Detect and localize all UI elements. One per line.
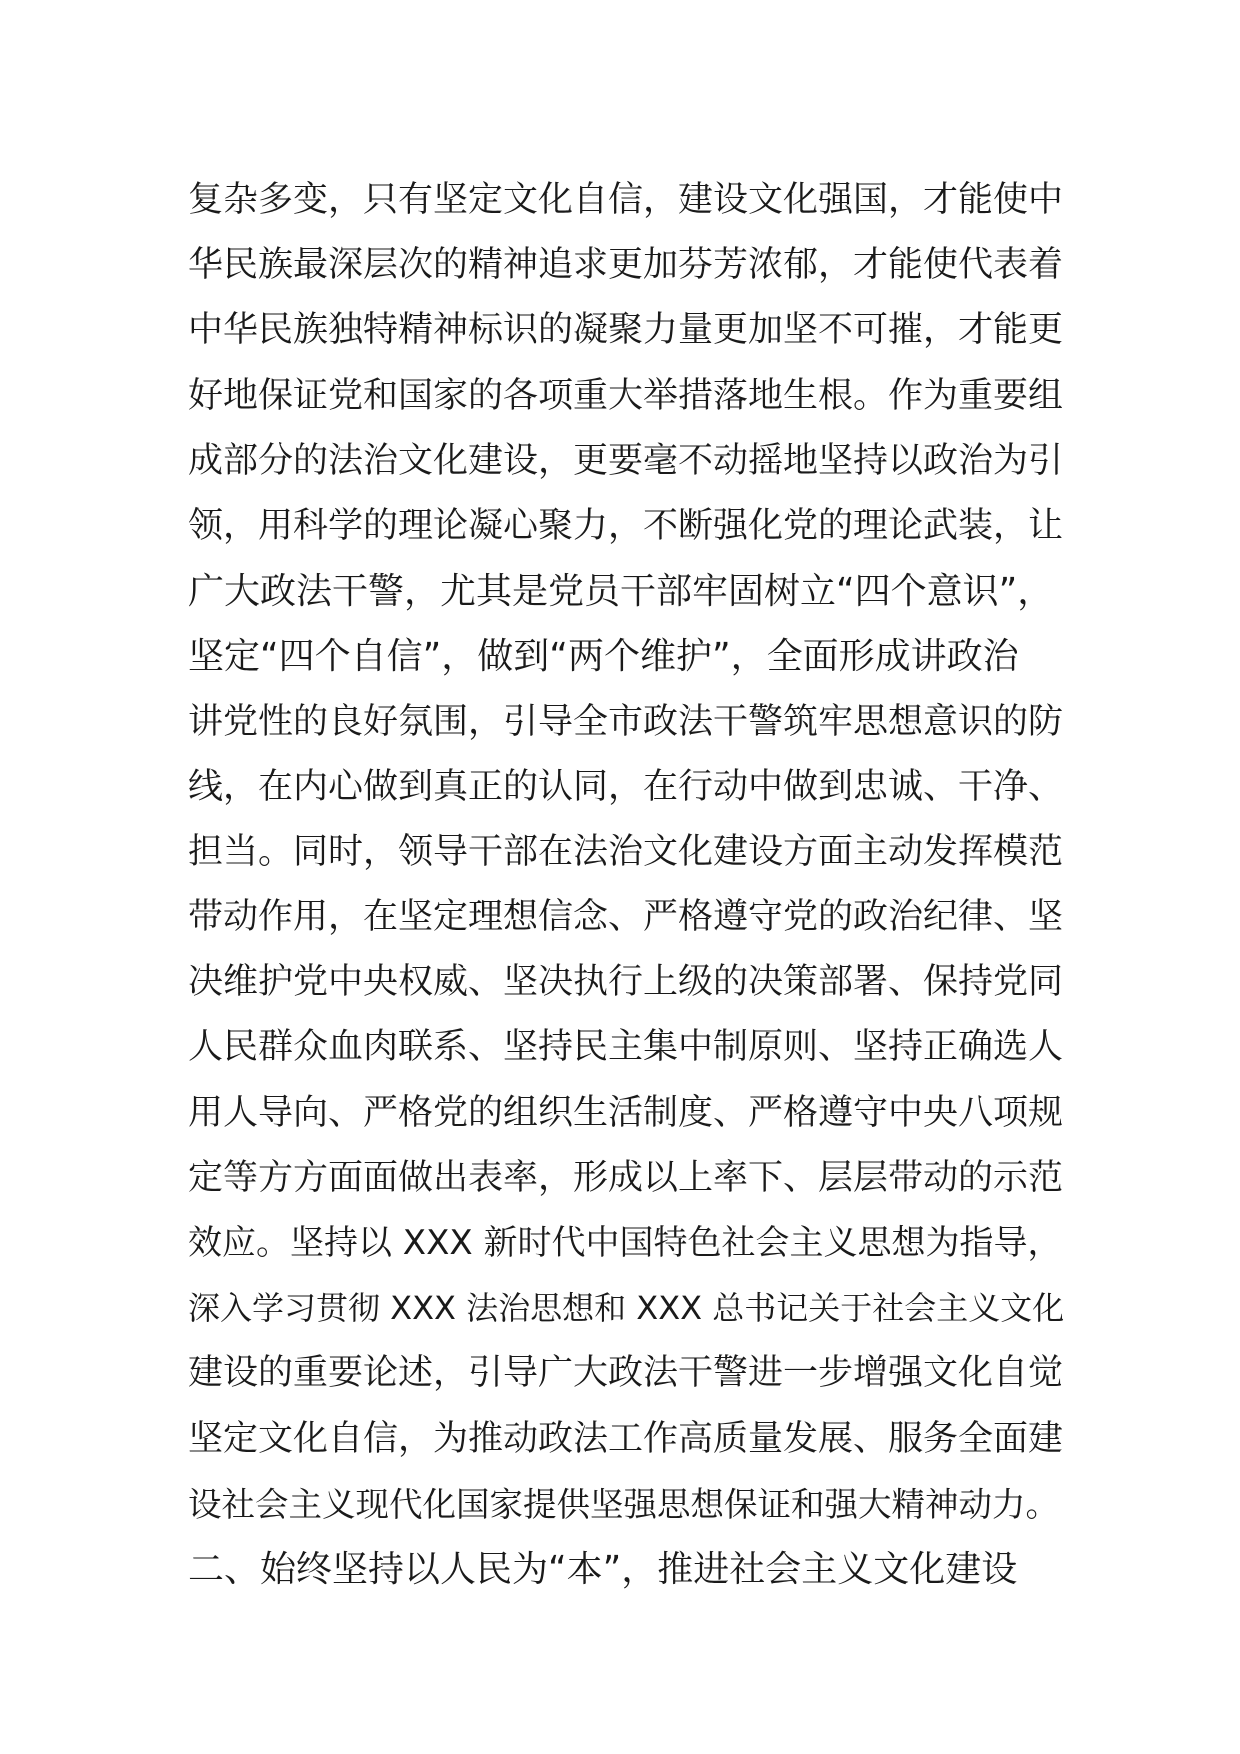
paragraph-line: 效应。坚持以 XXX 新时代中国特色社会主义思想为指导，	[188, 1223, 1062, 1263]
paragraph-line: 讲党性的良好氛围，引导全市政法干警筑牢思想意识的防	[188, 701, 1064, 742]
paragraph-line: 好地保证党和国家的各项重大举措落地生根。作为重要组	[188, 375, 1064, 416]
paragraph-line: 深入学习贯彻 XXX 法治思想和 XXX 总书记关于社会主义文化	[188, 1289, 1065, 1328]
paragraph-line: 担当。同时，领导干部在法治文化建设方面主动发挥模范	[188, 831, 1064, 872]
body-text	[188, 168, 1068, 1602]
paragraph-line: 广大政法干警，尤其是党员干部牢固树立“四个意识”，	[188, 571, 1054, 613]
paragraph-line: 线，在内心做到真正的认同，在行动中做到忠诚、干净、	[188, 766, 1064, 807]
paragraph-line: 坚定“四个自信”，做到“两个维护”，全面形成讲政治	[188, 636, 1019, 678]
paragraph-line: 设社会主义现代化国家提供坚强思想保证和强大精神动力。	[188, 1484, 1059, 1524]
paragraph-line: 领，用科学的理论凝心聚力，不断强化党的理论武装，让	[188, 505, 1064, 546]
paragraph-line: 成部分的法治文化建设，更要毫不动摇地坚持以政治为引	[188, 440, 1064, 481]
paragraph-line: 建设的重要论述，引导广大政法干警进一步增强文化自觉	[188, 1353, 1064, 1394]
paragraph-line: 华民族最深层次的精神追求更加芬芳浓郁，才能使代表着	[188, 245, 1064, 286]
paragraph-line: 中华民族独特精神标识的凝聚力量更加坚不可摧，才能更	[188, 310, 1064, 351]
paragraph-line: 人民群众血肉联系、坚持民主集中制原则、坚持正确选人	[188, 1027, 1064, 1068]
paragraph-line: 决维护党中央权威、坚决执行上级的决策部署、保持党同	[188, 962, 1064, 1003]
paragraph-line: 复杂多变，只有坚定文化自信，建设文化强国，才能使中	[188, 180, 1064, 220]
paragraph-line: 用人导向、严格党的组织生活制度、严格遵守中央八项规	[188, 1092, 1064, 1133]
paragraph-line: 定等方方面面做出表率，形成以上率下、层层带动的示范	[188, 1157, 1064, 1198]
paragraph-line: 带动作用，在坚定理想信念、严格遵守党的政治纪律、坚	[188, 897, 1064, 938]
section-heading: 二、始终坚持以人民为“本”，推进社会主义文化建设	[188, 1548, 1018, 1590]
paragraph-line: 坚定文化自信，为推动政法工作高质量发展、服务全面建	[188, 1418, 1064, 1459]
